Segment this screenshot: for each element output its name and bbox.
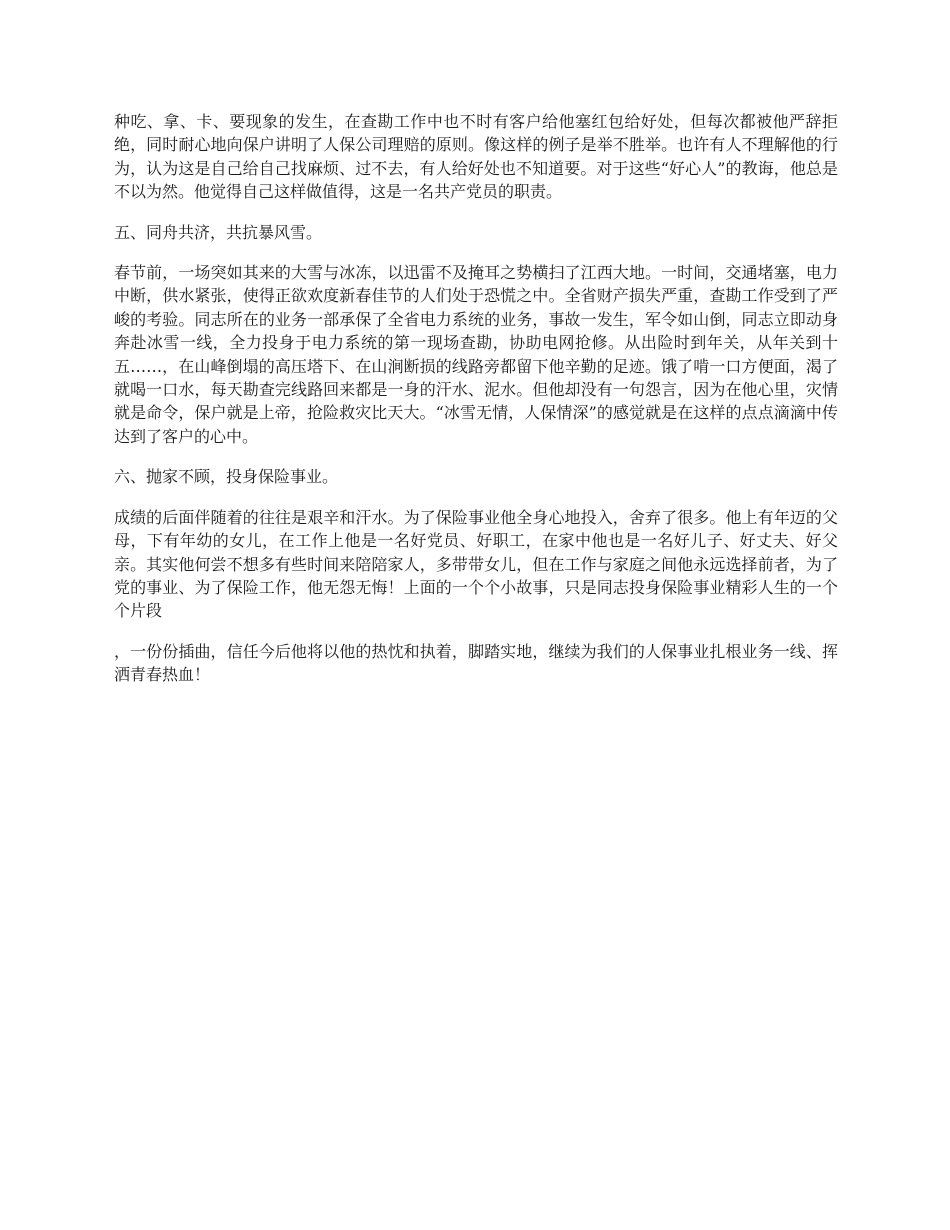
paragraph-family: 成绩的后面伴随着的往往是艰辛和汗水。为了保险事业他全身心地投入，舍弃了很多。他上有年迈的父母，下有年幼的女儿，在工作上他是一名好党员、好职工，在家中他也是一名好儿子、好丈夫、好父亲。其实他何尝不想多有些时间来陪陪家人，多带带女儿，但在工作与家庭之间他永远选择前者，为了党的事业、为了保险工作，他无怨无悔！上面的一个个小故事，只是同志投身保险事业精彩人生的一个个片段 bbox=[114, 507, 838, 621]
paragraph-closing: ，一份份插曲，信任今后他将以他的热忱和执着，脚踏实地，继续为我们的人保事业扎根业务一线、挥洒青春热血！ bbox=[114, 641, 838, 685]
section-heading-five: 五、同舟共济，共抗暴风雪。 bbox=[114, 222, 323, 242]
paragraph-integrity: 种吃、拿、卡、要现象的发生，在查勘工作中也不时有客户给他塞红包给好处，但每次都被他严辞拒绝，同时耐心地向保户讲明了人保公司理赔的原则。像这样的例子是举不胜举。也许有人不理解他的行为，认为这是自己给自己找麻烦、过不去，有人给好处也不知道要。对于这些“好心人”的教诲，他总是不以为然。他觉得自己这样做值得，这是一名共产党员的职责。 bbox=[114, 112, 838, 202]
document-body bbox=[114, 110, 838, 687]
paragraph-snowstorm: 春节前，一场突如其来的大雪与冰冻，以迅雷不及掩耳之势横扫了江西大地。一时间，交通堵塞，电力中断，供水紧张，使得正欲欢度新春佳节的人们处于恐慌之中。全省财产损失严重，查勘工作受到了严峻的考验。同志所在的业务一部承保了全省电力系统的业务，事故一发生，军令如山倒，同志立即动身奔赴冰雪一线，全力投身于电力系统的第一现场查勘，协助电网抢修。从出险时到年关，从年关到十五……，在山峰倒塌的高压塔下、在山涧断损的线路旁都留下他辛勤的足迹。饿了啃一口方便面，渴了就喝一口水，每天勘查完线路回来都是一身的汗水、泥水。但他却没有一句怨言，因为在他心里，灾情就是命令，保户就是上帝，抢险救灾比天大。“冰雪无情，人保情深”的感觉就是在这样的点点滴滴中传达到了客户的心中。 bbox=[114, 263, 838, 446]
section-heading-six: 六、抛家不顾，投身保险事业。 bbox=[114, 467, 339, 487]
